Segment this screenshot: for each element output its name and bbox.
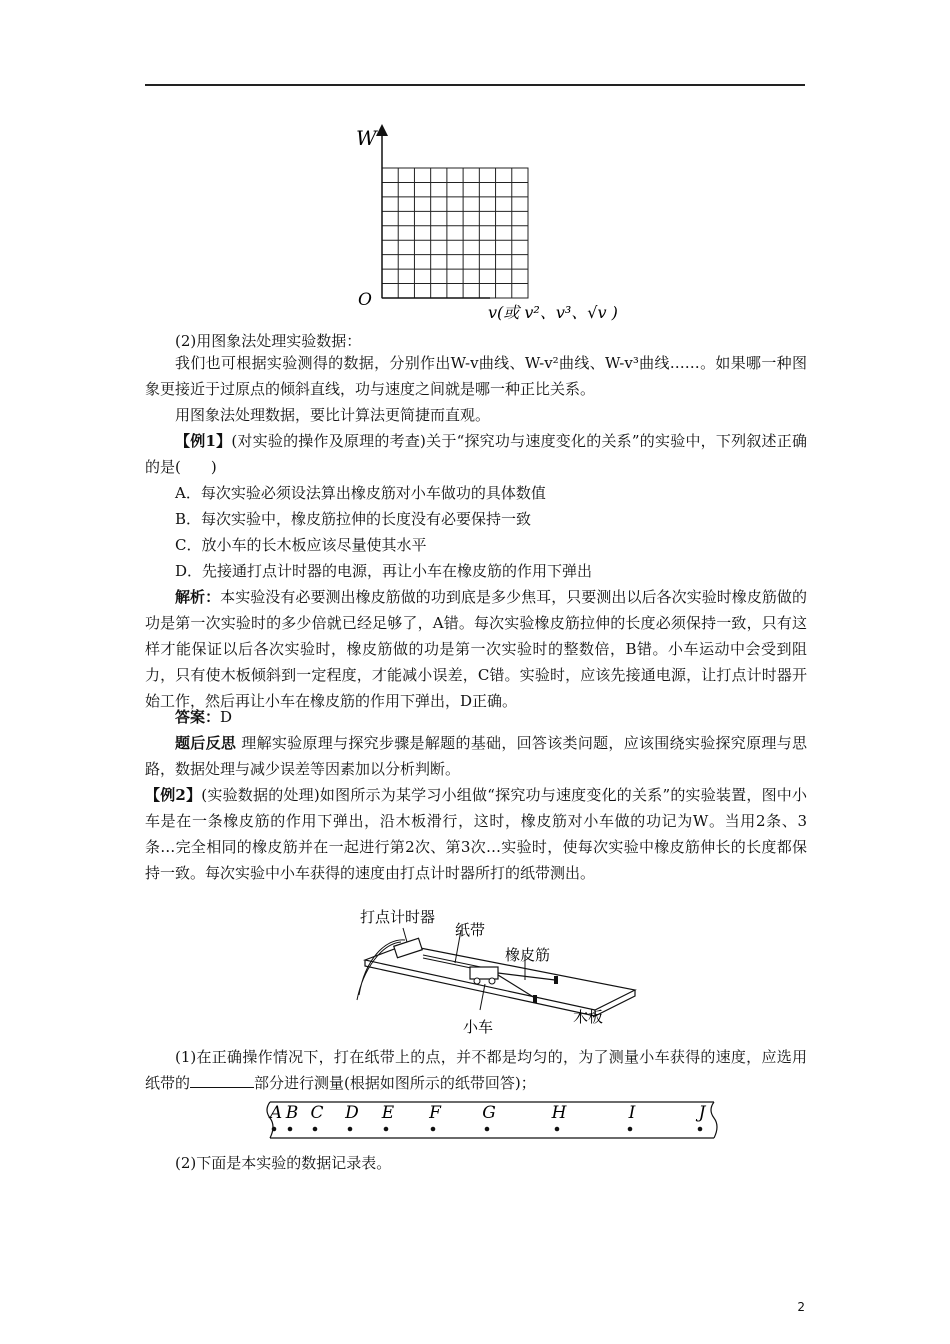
tape-point-dot	[698, 1127, 703, 1132]
board-label: 木板	[573, 1008, 604, 1026]
example2-q2: (2)下面是本实验的数据记录表。	[175, 1154, 392, 1172]
example1-option-c: C．放小车的长木板应该尽量使其水平	[175, 536, 427, 554]
example1-option-d: D．先接通打点计时器的电源，再让小车在橡皮筋的作用下弹出	[175, 562, 593, 580]
y-axis-label: W	[356, 126, 377, 150]
tape-point-label: D	[345, 1103, 359, 1123]
answer-blank[interactable]	[190, 1073, 254, 1088]
method2-para2: 用图象法处理数据，要比计算法更简捷而直观。	[175, 406, 491, 424]
example1-stem-text: (对实验的操作及原理的考查)关于“探究功与速度变化的关系”的实验中，下列叙述正确的是( )	[145, 432, 808, 476]
tape-point-dot	[313, 1127, 318, 1132]
timer-label: 打点计时器	[360, 908, 436, 926]
tape-point-dot	[628, 1127, 633, 1132]
example2-q1	[145, 1044, 807, 1096]
example1-option-a: A．每次实验必须设法算出橡皮筋对小车做功的具体数值	[175, 484, 546, 502]
tape-point-label: I	[628, 1103, 636, 1123]
tape-point-label: J	[698, 1103, 706, 1123]
x-axis-label: v(或 v²、v³、√v )	[488, 303, 618, 322]
example1-analysis	[145, 584, 807, 714]
q1-text-a: (1)在正确操作情况下，打在纸带上的点，并不都是均匀的，为了测量小车获得的速度，应选用纸带的	[145, 1048, 807, 1092]
tape-point-label: G	[482, 1103, 496, 1123]
tape-label: 纸带	[455, 921, 486, 939]
example2-tag: 【例2】	[145, 786, 202, 804]
tape-point-label: C	[310, 1103, 324, 1123]
reflection-text: 理解实验原理与探究步骤是解题的基础，回答该类问题，应该围绕实验探究原理与思路，数据处理与减少误差等因素加以分析判断。	[145, 734, 807, 778]
tape-point-dot	[348, 1127, 353, 1132]
tape-point-dot	[485, 1127, 490, 1132]
example2-stem-text: (实验数据的处理)如图所示为某学习小组做“探究功与速度变化的关系”的实验装置，图中小车是在一条橡皮筋的作用下弹出，沿木板滑行，这时，橡皮筋对小车做的功记为W。当用2条、3条…完全相同的橡皮筋并在一起进行第2次、第3次…实验时，使每次实验中橡皮筋伸长的长度都保持一致。每次实验中小车获得的速度由打点计时器所打的纸带测出。	[145, 786, 808, 882]
method2-heading: (2)用图象法处理实验数据：	[175, 332, 362, 350]
analysis-label: 解析：	[175, 588, 221, 606]
tape-point-dot	[431, 1127, 436, 1132]
page-number: 2	[797, 1300, 805, 1314]
reflection-label: 题后反思	[175, 734, 237, 752]
work-velocity-graph	[320, 120, 640, 330]
cart-label: 小车	[463, 1018, 494, 1036]
tape-point-label: A	[269, 1103, 283, 1123]
tape-point-dot	[288, 1127, 293, 1132]
tape-point-label: B	[285, 1103, 299, 1123]
apparatus-diagram	[345, 900, 645, 1040]
cart	[470, 967, 498, 979]
rubber-label: 橡皮筋	[505, 946, 551, 964]
paper-tape-strip	[262, 1096, 722, 1146]
header-rule	[145, 84, 805, 86]
tape-point-label: F	[429, 1103, 441, 1123]
tape-point-dot	[384, 1127, 389, 1132]
grid	[382, 168, 528, 298]
analysis-text: 本实验没有必要测出橡皮筋做的功到底是多少焦耳，只要测出以后各次实验时橡皮筋做的功是第一次实验时的多少倍就已经足够了，A错。每次实验橡皮筋拉伸的长度必须保持一致，只有这样才能保证以后各次实验时，橡皮筋做的功是第一次实验时的整数倍，B错。小车运动中会受到阻力，只有使木板倾斜到一定程度，才能减小误差，C错。实验时，应该先接通电源，让打点计时器开始工作，然后再让小车在橡皮筋的作用下弹出，D正确。	[145, 588, 807, 710]
tape-point-dot	[555, 1127, 560, 1132]
tape-point-dot	[272, 1127, 277, 1132]
q1-text-b: 部分进行测量(根据如图所示的纸带回答)；	[254, 1074, 536, 1092]
answer-label: 答案：	[175, 708, 221, 726]
origin-label: O	[358, 290, 372, 310]
method2-para1: 我们也可根据实验测得的数据，分别作出W-v曲线、W-v²曲线、W-v³曲线……。如果哪一种图象更接近于过原点的倾斜直线，功与速度之间就是哪一种正比关系。	[145, 354, 807, 398]
example1-stem	[145, 428, 807, 480]
answer-value: D	[220, 708, 233, 726]
tape-point-label: E	[381, 1103, 395, 1123]
example1-reflection	[145, 730, 807, 782]
example1-answer	[145, 704, 807, 730]
example2-stem	[145, 782, 807, 886]
tape-point-label: H	[551, 1103, 567, 1123]
example1-tag: 【例1】	[175, 432, 232, 450]
example1-option-b: B．每次实验中，橡皮筋拉伸的长度没有必要保持一致	[175, 510, 532, 528]
